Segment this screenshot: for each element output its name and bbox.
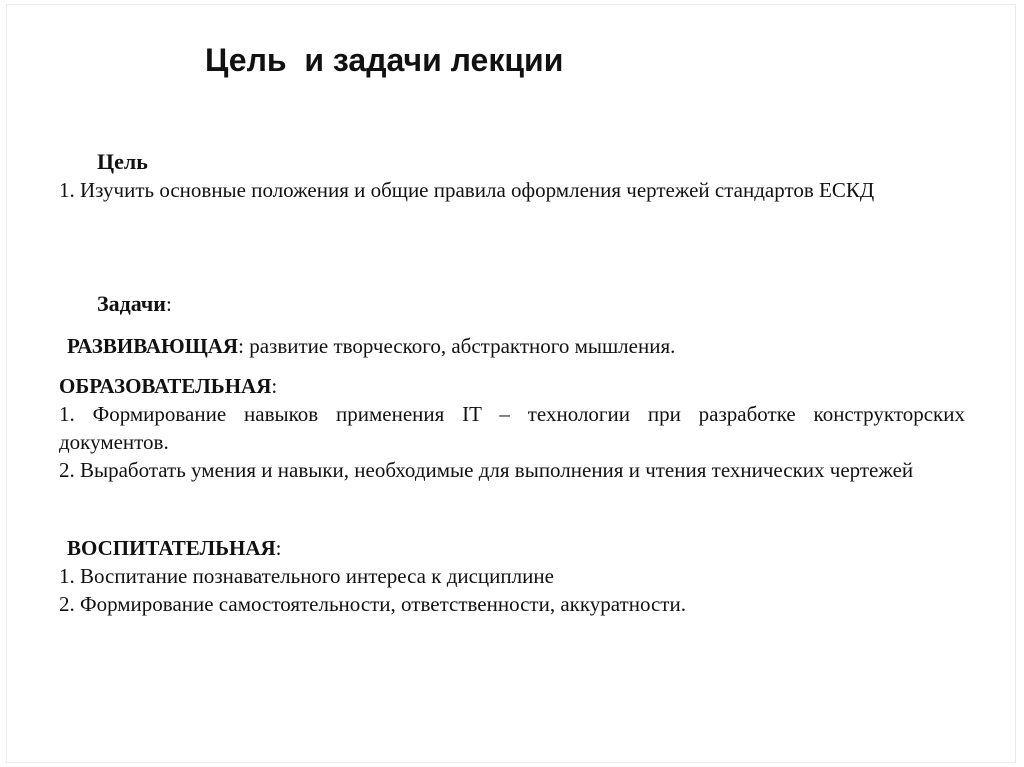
educational-heading-row bbox=[59, 372, 965, 400]
tasks-heading-colon: : bbox=[165, 292, 172, 316]
educational-item-1: 1. Формирование навыков применения IT – технологии при разработке конструкторских документов. bbox=[59, 402, 965, 454]
educational-colon: : bbox=[271, 374, 278, 398]
upbringing-item-1: 1. Воспитание познавательного интереса к дисциплине bbox=[59, 564, 554, 588]
goal-heading: Цель bbox=[97, 149, 148, 174]
upbringing-heading-row bbox=[59, 534, 965, 562]
developing-section bbox=[59, 332, 965, 360]
tasks-heading-row bbox=[59, 290, 965, 318]
goal-heading-row bbox=[59, 148, 965, 176]
developing-text: развитие творческого, абстрактного мышления. bbox=[243, 334, 676, 358]
tasks-heading: Задачи bbox=[97, 291, 166, 316]
upbringing-label: ВОСПИТАТЕЛЬНАЯ bbox=[67, 536, 276, 560]
tasks-heading-wrap bbox=[59, 290, 965, 318]
goal-item-1: 1. Изучить основные положения и общие правила оформления чертежей стандартов ЕСКД bbox=[59, 178, 875, 202]
educational-item-2: 2. Выработать умения и навыки, необходимые для выполнения и чтения технических чертежей bbox=[59, 458, 914, 482]
upbringing-section bbox=[59, 534, 965, 618]
upbringing-colon: : bbox=[275, 536, 282, 560]
educational-label: ОБРАЗОВАТЕЛЬНАЯ bbox=[59, 374, 272, 398]
upbringing-item-2: 2. Формирование самостоятельности, ответственности, аккуратности. bbox=[59, 592, 686, 616]
developing-colon: : bbox=[238, 334, 244, 358]
goal-section bbox=[59, 148, 965, 204]
developing-row bbox=[59, 332, 965, 360]
slide-title: Цель и задачи лекции bbox=[205, 42, 564, 78]
developing-label: РАЗВИВАЮЩАЯ bbox=[67, 334, 239, 358]
educational-section bbox=[59, 372, 965, 484]
